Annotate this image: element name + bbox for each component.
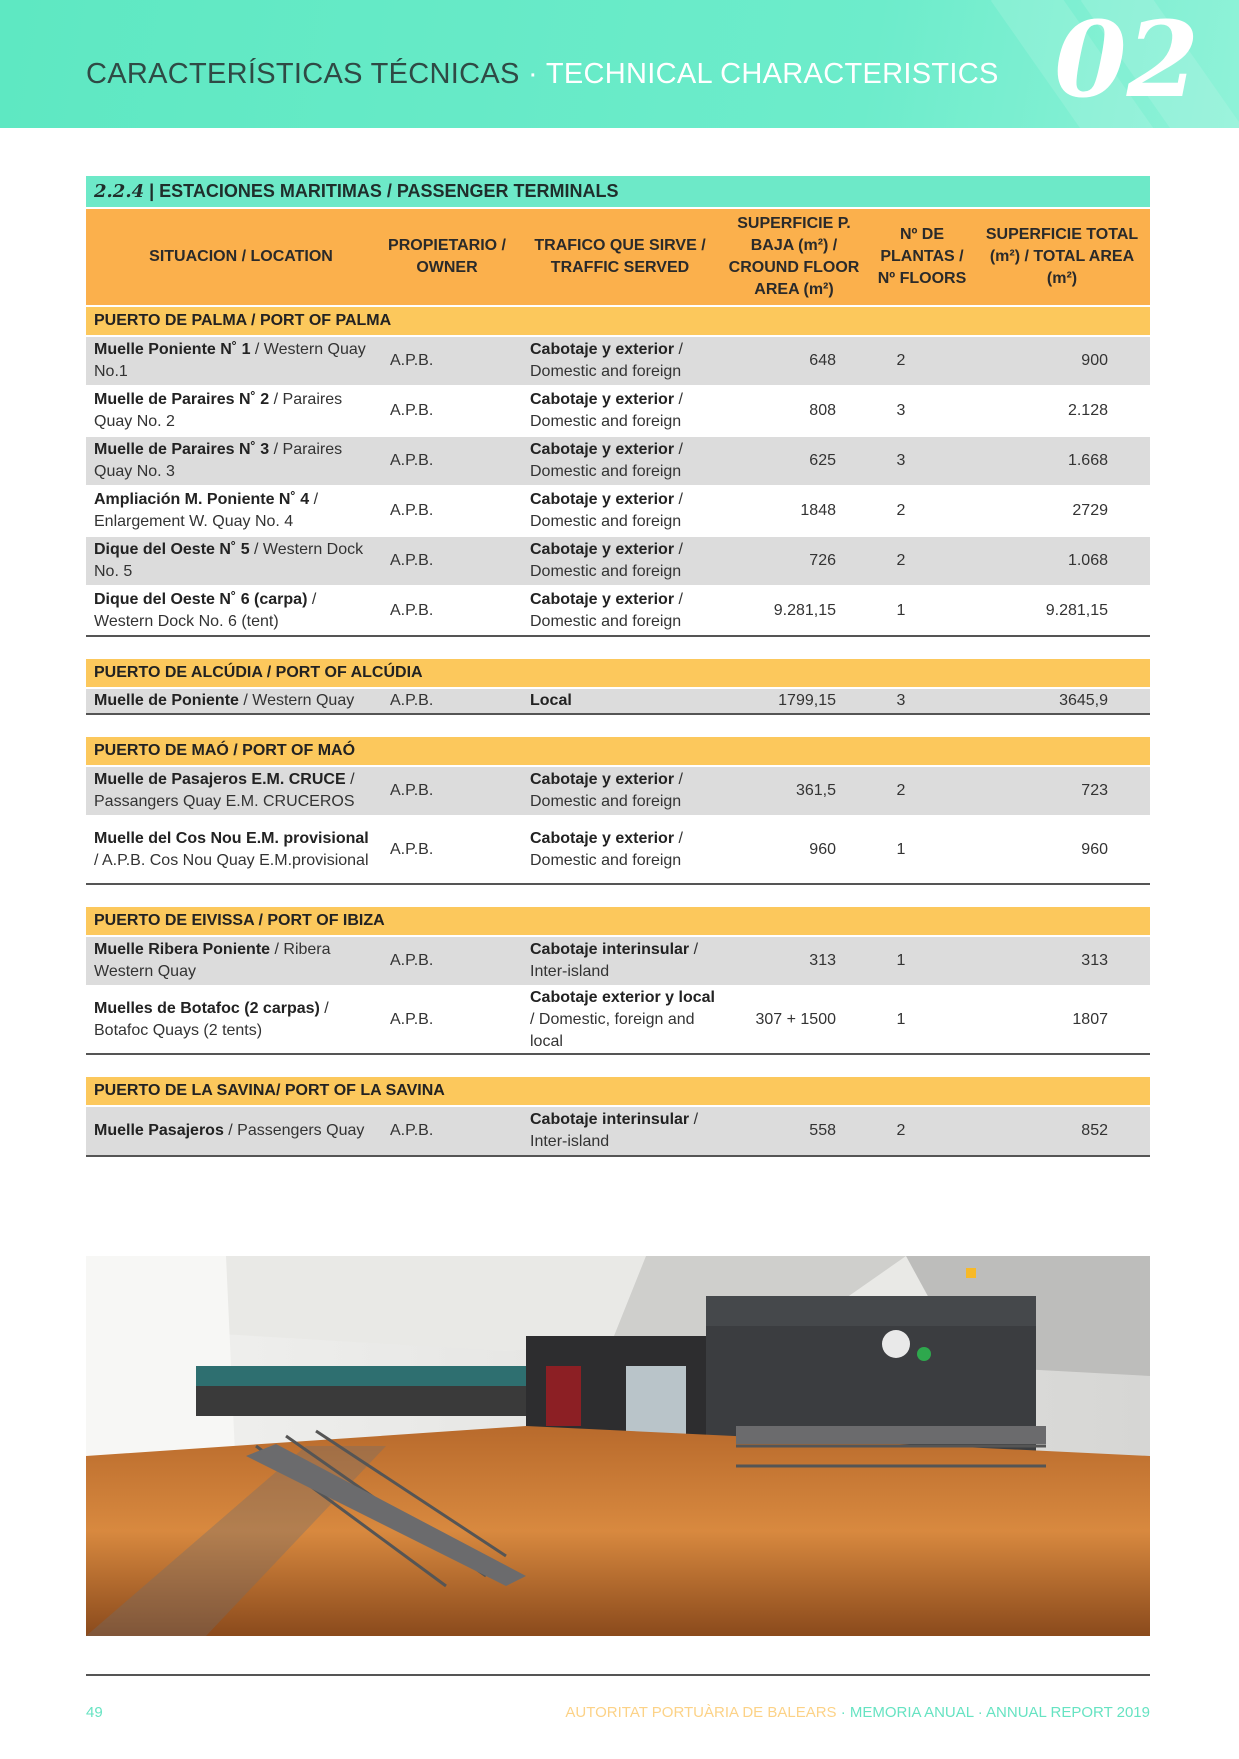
- table-row: [86, 387, 1150, 435]
- cell-location: [94, 437, 376, 485]
- cell-traffic: [530, 537, 720, 585]
- group-header: PUERTO DE LA SAVINA/ PORT OF LA SAVINA: [86, 1077, 1150, 1105]
- cell-ground-area: 726: [809, 552, 836, 569]
- cell-ground-area: 307 + 1500: [755, 1011, 836, 1028]
- traffic-text: [530, 690, 572, 712]
- chapter-number: 02: [1054, 0, 1199, 121]
- location-name: Muelle de Paraires N˚ 2: [94, 391, 270, 408]
- location-name-en: / Enlargement W. Quay No. 4: [94, 491, 319, 530]
- location-name-en: / Botafoc Quays (2 tents): [94, 1000, 329, 1039]
- table-row: [86, 587, 1150, 635]
- cell-owner: A.P.B.: [390, 952, 434, 969]
- photo-illustration: [86, 1256, 1150, 1636]
- cell-owner: A.P.B.: [390, 452, 434, 469]
- location-name-en: / Western Dock No. 5: [94, 541, 364, 580]
- cell-total-area: 900: [1081, 352, 1108, 369]
- location-name: Muelle Poniente N˚ 1: [94, 341, 251, 358]
- location-name: Muelle Ribera Poniente: [94, 941, 271, 958]
- group-spacer: [86, 637, 1150, 657]
- cell-floors: 1: [896, 602, 906, 619]
- cell-floors: 2: [896, 552, 906, 569]
- traffic-es: Cabotaje y exterior: [530, 771, 675, 788]
- table-row: [86, 817, 1150, 883]
- cell-location: [94, 387, 376, 435]
- cell-floors: 3: [896, 692, 906, 709]
- cell-total-area: 1.668: [1067, 452, 1108, 469]
- cell-total-area: 723: [1081, 782, 1108, 799]
- cell-floors: 3: [896, 402, 906, 419]
- traffic-text: [530, 339, 720, 383]
- traffic-en: / Domestic and foreign: [530, 771, 683, 810]
- location-name: Muelles de Botafoc (2 carpas): [94, 1000, 320, 1017]
- cell-ground-area: 361,5: [795, 782, 836, 799]
- location-text: [94, 439, 376, 483]
- cell-ground-area: 808: [809, 402, 836, 419]
- cell-owner: A.P.B.: [390, 552, 434, 569]
- cell-ground-area: 648: [809, 352, 836, 369]
- cell-location: [94, 587, 376, 635]
- cell-ground-area: 9.281,15: [773, 602, 836, 619]
- traffic-en: / Domestic and foreign: [530, 491, 683, 530]
- cell-owner: A.P.B.: [390, 352, 434, 369]
- cell-total-area: 1807: [1072, 1011, 1108, 1028]
- group-header: PUERTO DE ALCÚDIA / PORT OF ALCÚDIA: [86, 659, 1150, 687]
- cell-total-area: 2.128: [1067, 402, 1108, 419]
- cell-total-area: 9.281,15: [1045, 602, 1108, 619]
- group-spacer: [86, 885, 1150, 905]
- location-text: [94, 939, 376, 983]
- traffic-en: / Domestic and foreign: [530, 591, 683, 630]
- cell-location: [94, 689, 376, 713]
- cell-location: [94, 767, 376, 815]
- cell-traffic: [530, 817, 720, 883]
- traffic-text: [530, 939, 720, 983]
- traffic-text: [530, 987, 720, 1053]
- table-row: [86, 537, 1150, 585]
- cell-ground-area: 558: [809, 1122, 836, 1139]
- table-row: [86, 337, 1150, 385]
- cell-floors: 1: [896, 1011, 906, 1028]
- cell-ground-area: 625: [809, 452, 836, 469]
- cell-owner: A.P.B.: [390, 1122, 434, 1139]
- column-header-ground-area: SUPERFICIE P. BAJA (m²) / CROUND FLOOR AREA (m²): [728, 215, 860, 298]
- cell-owner: A.P.B.: [390, 602, 434, 619]
- traffic-en: / Inter-island: [530, 1111, 699, 1150]
- column-header-owner: PROPIETARIO / OWNER: [388, 237, 506, 276]
- traffic-en: / Domestic and foreign: [530, 341, 683, 380]
- traffic-en: / Domestic and foreign: [530, 391, 683, 430]
- traffic-en: / Domestic, foreign and local: [530, 1011, 695, 1050]
- cell-location: [94, 487, 376, 535]
- traffic-en: / Domestic and foreign: [530, 541, 683, 580]
- group-spacer: [86, 1055, 1150, 1075]
- location-name: Muelle de Paraires N˚ 3: [94, 441, 270, 458]
- cell-owner: A.P.B.: [390, 1011, 434, 1028]
- table-row: [86, 487, 1150, 535]
- cell-traffic: [530, 689, 720, 713]
- cell-floors: 3: [896, 452, 906, 469]
- cell-owner: A.P.B.: [390, 402, 434, 419]
- traffic-es: Cabotaje y exterior: [530, 541, 675, 558]
- location-name-en: / Paraires Quay No. 2: [94, 391, 343, 430]
- traffic-es: Local: [530, 692, 572, 709]
- cell-floors: 1: [896, 841, 906, 858]
- cell-floors: 2: [896, 502, 906, 519]
- cell-total-area: 960: [1081, 841, 1108, 858]
- location-text: [94, 339, 376, 383]
- table-header: [86, 209, 1150, 305]
- location-name-en: / Western Dock No. 6 (tent): [94, 591, 317, 630]
- cell-location: [94, 1107, 376, 1155]
- location-name: Muelle de Poniente: [94, 692, 239, 709]
- location-text: [94, 690, 354, 712]
- cell-location: [94, 937, 376, 985]
- location-name: Ampliación M. Poniente N˚ 4: [94, 491, 310, 508]
- table-bottom-rule: [86, 1155, 1150, 1157]
- section-heading: | ESTACIONES MARITIMAS / PASSENGER TERMINALS: [144, 181, 619, 201]
- footer-report-title: [565, 1704, 1150, 1721]
- location-text: [94, 489, 376, 533]
- location-text: [94, 769, 376, 813]
- chapter-title-separator: ·: [519, 58, 546, 90]
- cell-ground-area: 313: [809, 952, 836, 969]
- traffic-es: Cabotaje interinsular: [530, 1111, 690, 1128]
- traffic-es: Cabotaje y exterior: [530, 341, 675, 358]
- column-header-total-area: SUPERFICIE TOTAL (m²) / TOTAL AREA (m²): [985, 226, 1139, 287]
- terminals-table: [86, 209, 1150, 1157]
- traffic-text: [530, 828, 720, 872]
- cell-location: [94, 337, 376, 385]
- chapter-title-en: TECHNICAL CHARACTERISTICS: [545, 58, 999, 90]
- cell-traffic: [530, 937, 720, 985]
- footer-report: · MEMORIA ANUAL · ANNUAL REPORT 2019: [836, 1704, 1150, 1721]
- location-name-en: / Paraires Quay No. 3: [94, 441, 343, 480]
- location-name-en: / Western Quay No.1: [94, 341, 366, 380]
- group-header: PUERTO DE PALMA / PORT OF PALMA: [86, 307, 1150, 335]
- cell-location: [94, 987, 376, 1053]
- cell-total-area: 313: [1081, 952, 1108, 969]
- table-row: [86, 689, 1150, 713]
- location-text: [94, 389, 376, 433]
- traffic-es: Cabotaje y exterior: [530, 491, 675, 508]
- traffic-text: [530, 389, 720, 433]
- traffic-text: [530, 1109, 720, 1153]
- location-name: Muelle de Pasajeros E.M. CRUCE: [94, 771, 346, 788]
- location-name-en: / Western Quay: [238, 692, 355, 709]
- cell-traffic: [530, 987, 720, 1053]
- cell-traffic: [530, 1107, 720, 1155]
- group-header: PUERTO DE EIVISSA / PORT OF IBIZA: [86, 907, 1150, 935]
- traffic-text: [530, 589, 720, 633]
- footer-organization: AUTORITAT PORTUÀRIA DE BALEARS: [565, 1704, 837, 1721]
- location-name-en: / Passangers Quay E.M. CRUCEROS: [94, 771, 355, 810]
- cell-total-area: 3645,9: [1059, 692, 1108, 709]
- table-row: [86, 987, 1150, 1053]
- table-row: [86, 937, 1150, 985]
- terminal-interior-photo: [86, 1256, 1150, 1636]
- cell-traffic: [530, 767, 720, 815]
- location-name: Dique del Oeste N˚ 6 (carpa): [94, 591, 308, 608]
- cell-floors: 2: [896, 352, 906, 369]
- cell-floors: 2: [896, 1122, 906, 1139]
- cell-ground-area: 960: [809, 841, 836, 858]
- cell-floors: 1: [896, 952, 906, 969]
- chapter-title-es: CARACTERÍSTICAS TÉCNICAS: [86, 58, 520, 90]
- location-name: Dique del Oeste N˚ 5: [94, 541, 250, 558]
- traffic-text: [530, 539, 720, 583]
- table-body: [86, 307, 1150, 1157]
- location-name: Muelle del Cos Nou E.M. provisional: [94, 830, 369, 847]
- section-number: 2.2.4: [94, 181, 145, 202]
- column-header-traffic: TRAFICO QUE SIRVE / TRAFFIC SERVED: [534, 237, 706, 276]
- cell-total-area: 852: [1081, 1122, 1108, 1139]
- traffic-es: Cabotaje y exterior: [530, 391, 675, 408]
- location-text: [94, 589, 376, 633]
- column-header-location: SITUACION / LOCATION: [149, 248, 333, 265]
- cell-owner: A.P.B.: [390, 841, 434, 858]
- table-row: [86, 437, 1150, 485]
- cell-floors: 2: [896, 782, 906, 799]
- table-row: [86, 1107, 1150, 1155]
- page-number: 49: [86, 1704, 103, 1721]
- cell-traffic: [530, 487, 720, 535]
- cell-total-area: 2729: [1072, 502, 1108, 519]
- cell-location: [94, 817, 376, 883]
- traffic-en: / Domestic and foreign: [530, 830, 683, 869]
- cell-total-area: 1.068: [1067, 552, 1108, 569]
- traffic-es: Cabotaje exterior y local: [530, 989, 715, 1006]
- traffic-es: Cabotaje y exterior: [530, 591, 675, 608]
- traffic-text: [530, 489, 720, 533]
- cell-owner: A.P.B.: [390, 782, 434, 799]
- column-header-floors: Nº DE PLANTAS / Nº FLOORS: [877, 226, 967, 287]
- group-spacer: [86, 715, 1150, 735]
- location-name-en: / A.P.B. Cos Nou Quay E.M.provisional: [94, 852, 369, 869]
- traffic-es: Cabotaje y exterior: [530, 830, 675, 847]
- location-text: [94, 539, 376, 583]
- cell-traffic: [530, 387, 720, 435]
- location-text: [94, 998, 376, 1042]
- cell-traffic: [530, 437, 720, 485]
- traffic-es: Cabotaje interinsular: [530, 941, 690, 958]
- traffic-es: Cabotaje y exterior: [530, 441, 675, 458]
- traffic-text: [530, 769, 720, 813]
- table-row: [86, 767, 1150, 815]
- location-text: [94, 1120, 364, 1142]
- traffic-en: / Inter-island: [530, 941, 699, 980]
- location-text: [94, 828, 376, 872]
- cell-ground-area: 1848: [800, 502, 836, 519]
- cell-location: [94, 537, 376, 585]
- cell-traffic: [530, 587, 720, 635]
- page-header: [0, 0, 1239, 128]
- footer-divider: [86, 1674, 1150, 1676]
- traffic-text: [530, 439, 720, 483]
- traffic-en: / Domestic and foreign: [530, 441, 683, 480]
- cell-owner: A.P.B.: [390, 692, 434, 709]
- cell-traffic: [530, 337, 720, 385]
- location-name-en: / Ribera Western Quay: [94, 941, 331, 980]
- group-header: PUERTO DE MAÓ / PORT OF MAÓ: [86, 737, 1150, 765]
- section-title: [86, 176, 1150, 207]
- location-name-en: / Passengers Quay: [223, 1122, 365, 1139]
- location-name: Muelle Pasajeros: [94, 1122, 224, 1139]
- cell-ground-area: 1799,15: [778, 692, 836, 709]
- cell-owner: A.P.B.: [390, 502, 434, 519]
- chapter-title: [86, 58, 999, 91]
